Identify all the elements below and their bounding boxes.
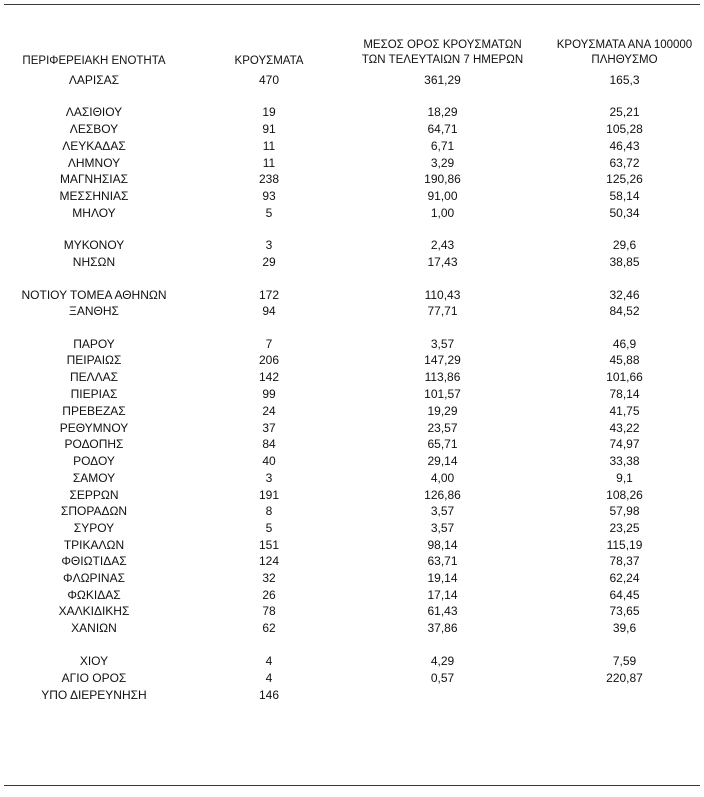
- cases-cell: 84: [262, 437, 276, 451]
- table-row: [0, 570, 704, 586]
- table-row: [0, 287, 704, 303]
- per100k-cell: 78,37: [609, 554, 640, 568]
- avg-cell: 19,14: [427, 571, 458, 585]
- per100k-cell: 74,97: [609, 437, 640, 451]
- avg-cell: 98,14: [427, 538, 458, 552]
- cases-cell: 3: [265, 238, 273, 252]
- table-row: [0, 352, 704, 368]
- cases-cell: 206: [258, 353, 280, 367]
- avg-cell: 126,86: [424, 488, 461, 502]
- avg-cell: 77,71: [427, 304, 458, 318]
- region-cell: ΦΩΚΙΔΑΣ: [67, 588, 121, 602]
- per100k-cell: 105,28: [606, 122, 643, 136]
- table-row: [0, 420, 704, 436]
- avg-cell: 18,29: [427, 105, 458, 119]
- per100k-cell: 41,75: [609, 404, 640, 418]
- per100k-cell: 108,26: [606, 488, 643, 502]
- cases-cell: 19: [262, 105, 276, 119]
- table-row: [0, 687, 704, 703]
- avg-cell: 2,43: [430, 238, 455, 252]
- cases-cell: 191: [258, 488, 280, 502]
- per100k-cell: 73,65: [609, 604, 640, 618]
- per100k-cell: 50,34: [609, 206, 640, 220]
- per100k-cell: 9,1: [616, 471, 633, 485]
- region-cell: ΛΕΥΚΑΔΑΣ: [62, 139, 126, 153]
- per100k-cell: 64,45: [609, 588, 640, 602]
- cases-cell: 99: [262, 387, 276, 401]
- per100k-cell: 38,85: [609, 255, 640, 269]
- cases-cell: 94: [262, 304, 276, 318]
- cases-cell: 124: [258, 554, 280, 568]
- cases-cell: 470: [258, 73, 280, 87]
- header-region: ΠΕΡΙΦΕΡΕΙΑΚΗ ΕΝΟΤΗΤΑ: [22, 55, 166, 67]
- cases-cell: 4: [265, 654, 273, 668]
- region-cell: ΜΗΛΟΥ: [72, 206, 116, 220]
- cases-cell: 151: [258, 538, 280, 552]
- region-cell: ΛΑΡΙΣΑΣ: [68, 73, 120, 87]
- region-cell: ΤΡΙΚΑΛΩΝ: [63, 538, 125, 552]
- cases-cell: 5: [265, 521, 273, 535]
- per100k-cell: 45,88: [609, 353, 640, 367]
- avg-cell: 0,57: [430, 671, 455, 685]
- cases-cell: 11: [262, 139, 276, 153]
- avg-cell: 4,00: [430, 471, 455, 485]
- cases-cell: 172: [258, 288, 280, 302]
- cases-cell: 238: [258, 172, 280, 186]
- region-cell: ΡΟΔΟΠΗΣ: [64, 437, 124, 451]
- header-per100k-line1: ΚΡΟΥΣΜΑΤΑ ΑΝΑ 100000: [556, 39, 693, 51]
- region-cell: ΛΑΣΙΘΙΟΥ: [65, 105, 123, 119]
- avg-cell: 110,43: [424, 288, 461, 302]
- per100k-cell: 58,14: [609, 189, 640, 203]
- header-avg-7day: [355, 38, 530, 68]
- header-avg-line1: ΜΕΣΟΣ ΟΡΟΣ ΚΡΟΥΣΜΑΤΩΝ: [363, 39, 522, 51]
- table-row: [0, 520, 704, 536]
- header-cases: ΚΡΟΥΣΜΑΤΑ: [234, 55, 304, 67]
- region-cell: ΠΙΕΡΙΑΣ: [70, 387, 118, 401]
- avg-cell: 6,71: [430, 139, 455, 153]
- table-row: [0, 205, 704, 221]
- region-cell: ΥΠΟ ΔΙΕΡΕΥΝΗΣΗ: [41, 688, 147, 702]
- table-row: [0, 121, 704, 137]
- cases-cell: 62: [262, 621, 276, 635]
- per100k-cell: 220,87: [606, 671, 643, 685]
- per100k-cell: 39,6: [612, 621, 637, 635]
- table-row: [0, 670, 704, 686]
- bottom-border: [4, 785, 700, 786]
- region-cell: ΝΟΤΙΟΥ ΤΟΜΕΑ ΑΘΗΝΩΝ: [21, 288, 167, 302]
- avg-cell: 65,71: [427, 437, 458, 451]
- avg-cell: 147,29: [424, 353, 461, 367]
- cases-cell: 4: [265, 671, 273, 685]
- region-cell: ΣΠΟΡΑΔΩΝ: [60, 504, 128, 518]
- cases-cell: 11: [262, 156, 276, 170]
- per100k-cell: 46,9: [612, 337, 637, 351]
- cases-cell: 24: [262, 404, 276, 418]
- region-cell: ΛΗΜΝΟΥ: [67, 156, 121, 170]
- per100k-cell: 33,38: [609, 454, 640, 468]
- per100k-cell: 29,6: [612, 238, 637, 252]
- region-cell: ΦΛΩΡΙΝΑΣ: [63, 571, 125, 585]
- per100k-cell: 62,24: [609, 571, 640, 585]
- region-cell: ΜΑΓΝΗΣΙΑΣ: [59, 172, 129, 186]
- cases-cell: 26: [262, 588, 276, 602]
- region-cell: ΠΕΙΡΑΙΩΣ: [66, 353, 122, 367]
- table-row: [0, 487, 704, 503]
- per100k-cell: 165,3: [609, 73, 640, 87]
- cases-cell: 32: [262, 571, 276, 585]
- region-cell: ΣΥΡΟΥ: [73, 521, 115, 535]
- table-row: [0, 603, 704, 619]
- table-row: [0, 436, 704, 452]
- per100k-cell: 46,43: [609, 139, 640, 153]
- table-row: [0, 155, 704, 171]
- per100k-cell: 43,22: [609, 421, 640, 435]
- region-cell: ΑΓΙΟ ΟΡΟΣ: [61, 671, 127, 685]
- per100k-cell: 23,25: [609, 521, 640, 535]
- avg-cell: 190,86: [424, 172, 461, 186]
- table-row: [0, 104, 704, 120]
- cases-cell: 3: [265, 471, 273, 485]
- cases-cell: 29: [262, 255, 276, 269]
- table-row: [0, 470, 704, 486]
- per100k-cell: 32,46: [609, 288, 640, 302]
- per100k-cell: 25,21: [609, 105, 640, 119]
- avg-cell: 37,86: [427, 621, 458, 635]
- avg-cell: 19,29: [427, 404, 458, 418]
- header-per100k-line2: ΠΛΗΘΥΣΜΟ: [591, 54, 658, 66]
- cases-cell: 37: [262, 421, 276, 435]
- table-row: [0, 254, 704, 270]
- region-cell: ΜΕΣΣΗΝΙΑΣ: [59, 189, 129, 203]
- region-cell: ΠΕΛΛΑΣ: [69, 370, 119, 384]
- avg-cell: 29,14: [427, 454, 458, 468]
- avg-cell: 17,43: [427, 255, 458, 269]
- per100k-cell: 115,19: [606, 538, 643, 552]
- table-row: [0, 369, 704, 385]
- header-avg-line2: ΤΩΝ ΤΕΛΕΥΤΑΙΩΝ 7 ΗΜΕΡΩΝ: [361, 54, 524, 66]
- per100k-cell: 84,52: [609, 304, 640, 318]
- table-row: [0, 138, 704, 154]
- region-cell: ΠΡΕΒΕΖΑΣ: [62, 404, 126, 418]
- per100k-cell: 57,98: [609, 504, 640, 518]
- region-cell: ΧΑΝΙΩΝ: [71, 621, 117, 635]
- avg-cell: 3,57: [430, 337, 455, 351]
- table-row: [0, 386, 704, 402]
- avg-cell: 361,29: [424, 73, 461, 87]
- avg-cell: 17,14: [427, 588, 458, 602]
- per100k-cell: 101,66: [606, 370, 643, 384]
- cases-cell: 146: [258, 688, 280, 702]
- table-row: [0, 403, 704, 419]
- region-cell: ΧΙΟΥ: [79, 654, 109, 668]
- table-row: [0, 336, 704, 352]
- cases-cell: 40: [262, 454, 276, 468]
- cases-cell: 78: [262, 604, 276, 618]
- cases-cell: 142: [258, 370, 280, 384]
- cases-cell: 91: [262, 122, 276, 136]
- per100k-cell: 125,26: [606, 172, 643, 186]
- cases-cell: 7: [265, 337, 273, 351]
- table-row: [0, 620, 704, 636]
- region-cell: ΝΗΣΩΝ: [72, 255, 116, 269]
- table-row: [0, 237, 704, 253]
- avg-cell: 61,43: [427, 604, 458, 618]
- table-row: [0, 72, 704, 88]
- per100k-cell: 78,14: [609, 387, 640, 401]
- table-row: [0, 303, 704, 319]
- table-row: [0, 503, 704, 519]
- avg-cell: 64,71: [427, 122, 458, 136]
- top-border: [4, 4, 700, 5]
- cases-cell: 8: [265, 504, 273, 518]
- avg-cell: 101,57: [424, 387, 461, 401]
- region-cell: ΡΟΔΟΥ: [73, 454, 115, 468]
- table-row: [0, 653, 704, 669]
- region-cell: ΜΥΚΟΝΟΥ: [63, 238, 125, 252]
- avg-cell: 1,00: [430, 206, 455, 220]
- region-cell: ΣΕΡΡΩΝ: [69, 488, 119, 502]
- region-cell: ΛΕΣΒΟΥ: [69, 122, 119, 136]
- avg-cell: 63,71: [427, 554, 458, 568]
- header-per-100k: [536, 38, 704, 68]
- per100k-cell: 7,59: [612, 654, 637, 668]
- avg-cell: 3,29: [430, 156, 455, 170]
- avg-cell: 23,57: [427, 421, 458, 435]
- region-cell: ΡΕΘΥΜΝΟΥ: [59, 421, 129, 435]
- region-cell: ΧΑΛΚΙΔΙΚΗΣ: [58, 604, 130, 618]
- region-cell: ΣΑΜΟΥ: [72, 471, 116, 485]
- cases-cell: 5: [265, 206, 273, 220]
- table-row: [0, 553, 704, 569]
- table-row: [0, 453, 704, 469]
- region-cell: ΞΑΝΘΗΣ: [69, 304, 119, 318]
- avg-cell: 3,57: [430, 521, 455, 535]
- avg-cell: 3,57: [430, 504, 455, 518]
- per100k-cell: 63,72: [609, 156, 640, 170]
- table-row: [0, 171, 704, 187]
- avg-cell: 113,86: [424, 370, 461, 384]
- table-row: [0, 188, 704, 204]
- region-cell: ΦΘΙΩΤΙΔΑΣ: [61, 554, 127, 568]
- avg-cell: 91,00: [427, 189, 458, 203]
- table-row: [0, 587, 704, 603]
- region-cell: ΠΑΡΟΥ: [73, 337, 115, 351]
- avg-cell: 4,29: [430, 654, 455, 668]
- cases-cell: 93: [262, 189, 276, 203]
- table-row: [0, 537, 704, 553]
